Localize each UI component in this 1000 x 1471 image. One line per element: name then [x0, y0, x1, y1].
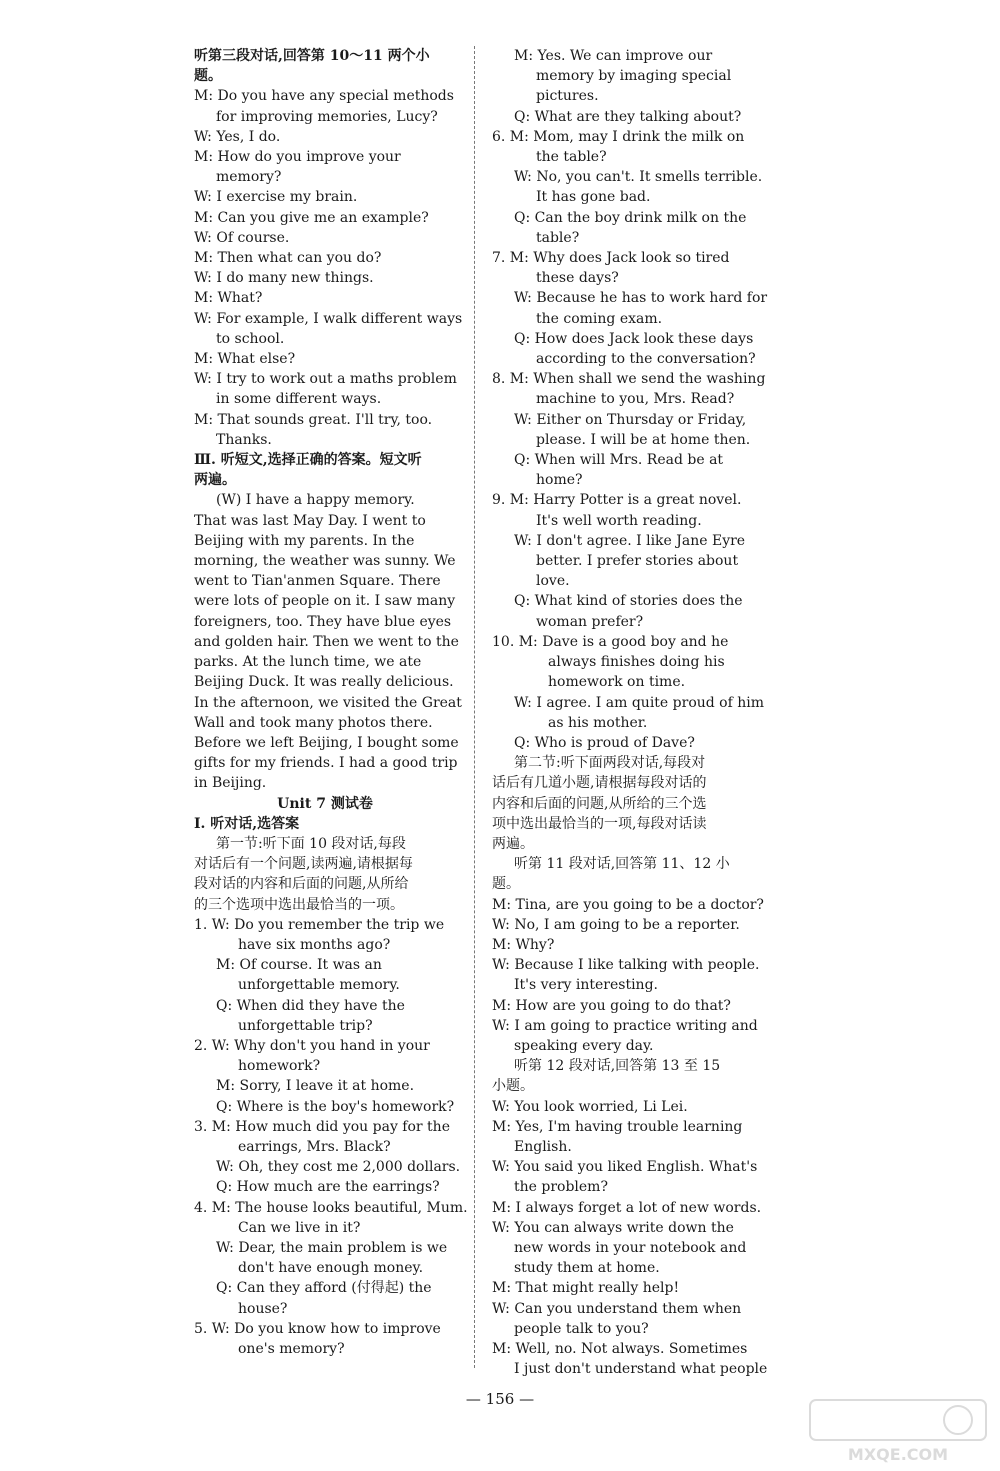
- text-line: one's memory?: [238, 1341, 345, 1357]
- text-line: according to the conversation?: [536, 351, 756, 368]
- text-line: memory by imaging special: [536, 68, 732, 85]
- text-line: gifts for my friends. I had a good trip: [194, 755, 458, 772]
- right-column: [492, 46, 768, 1379]
- text-line: earrings, Mrs. Black?: [238, 1138, 391, 1155]
- text-line: M: What else?: [194, 351, 296, 368]
- text-line: 两遍。: [194, 472, 236, 489]
- text-line: 9. M: Harry Potter is a great novel.: [492, 492, 742, 509]
- text-line: table?: [536, 229, 580, 246]
- text-line: new words in your notebook and: [514, 1239, 747, 1256]
- text-line: foreigners, too. They have blue eyes: [194, 613, 452, 630]
- text-line: in some different ways.: [216, 391, 382, 408]
- page-number: — 156 —: [465, 1390, 535, 1408]
- text-line: 3. M: How much did you pay for the: [194, 1118, 450, 1135]
- text-line: W: Of course.: [194, 229, 290, 246]
- text-line: parks. At the lunch time, we ate: [194, 654, 422, 671]
- text-line: I just don't understand what people: [514, 1361, 768, 1378]
- text-line: Ⅲ. 听短文,选择正确的答案。短文听: [194, 452, 422, 469]
- text-line: 听第 11 段对话,回答第 11、12 小: [514, 856, 730, 873]
- text-line: homework?: [238, 1058, 321, 1075]
- text-line: Q: What are they talking about?: [514, 108, 742, 125]
- text-line: these days?: [536, 270, 619, 287]
- text-line: went to Tian'anmen Square. There: [194, 573, 441, 590]
- text-line: W: I agree. I am quite proud of him: [514, 694, 765, 711]
- text-line: memory?: [216, 169, 282, 186]
- text-line: W: Because he has to work hard for: [514, 290, 768, 307]
- text-line: love.: [536, 573, 570, 590]
- text-line: Q: Can the boy drink milk on the: [514, 209, 747, 226]
- text-line: In the afternoon, we visited the Great: [194, 694, 462, 711]
- text-line: unforgettable trip?: [238, 1017, 373, 1034]
- text-line: 听第 12 段对话,回答第 13 至 15: [514, 1058, 721, 1075]
- text-line: people talk to you?: [514, 1320, 649, 1337]
- text-line: as his mother.: [548, 714, 648, 731]
- text-line: Q: When did they have the: [216, 997, 405, 1014]
- text-line: for improving memories, Lucy?: [216, 108, 438, 125]
- text-line: W: Either on Thursday or Friday,: [514, 411, 747, 428]
- text-line: Can we live in it?: [238, 1219, 361, 1236]
- text-line: 题。: [194, 68, 222, 85]
- text-line: W: You can always write down the: [492, 1219, 734, 1236]
- text-line: It has gone bad.: [536, 189, 651, 206]
- text-line: the table?: [536, 149, 607, 166]
- text-line: W: Oh, they cost me 2,000 dollars.: [216, 1159, 461, 1176]
- text-line: 第二节:听下面两段对话,每段对: [514, 755, 706, 772]
- text-line: W: I try to work out a maths problem: [194, 371, 457, 388]
- text-line: 两遍。: [492, 835, 534, 852]
- text-line: M: Yes. We can improve our: [514, 48, 713, 64]
- text-line: M: Do you have any special methods: [194, 88, 454, 105]
- text-line: M: I always forget a lot of new words.: [492, 1199, 762, 1216]
- text-line: 话后有几道小题,请根据每段对话的: [492, 775, 707, 792]
- text-line: and golden hair. Then we went to the: [194, 633, 459, 650]
- text-line: English.: [514, 1138, 572, 1155]
- text-line: 项中选出最恰当的一项,每段对话读: [492, 815, 707, 832]
- text-line: pictures.: [536, 88, 599, 105]
- text-line: It's well worth reading.: [536, 512, 702, 529]
- text-line: 8. M: When shall we send the washing: [492, 371, 766, 388]
- text-line: 对话后有一个问题,读两遍,请根据每: [194, 856, 413, 873]
- text-line: M: Why?: [492, 936, 555, 953]
- text-line: 段对话的内容和后面的问题,从所给: [194, 876, 409, 893]
- text-line: better. I prefer stories about: [536, 553, 739, 570]
- text-line: to school.: [216, 330, 285, 347]
- text-line: M: That might really help!: [492, 1280, 680, 1297]
- text-line: M: Tina, are you going to be a doctor?: [492, 896, 764, 913]
- text-line: W: You said you liked English. What's: [492, 1159, 758, 1176]
- text-line: W: I am going to practice writing and: [492, 1017, 758, 1034]
- text-line: W: Dear, the main problem is we: [216, 1239, 448, 1256]
- text-line: W: You look worried, Li Lei.: [492, 1098, 688, 1115]
- text-line: don't have enough money.: [238, 1260, 424, 1277]
- text-line: the coming exam.: [536, 310, 663, 327]
- text-line: Beijing Duck. It was really delicious.: [194, 674, 454, 691]
- text-line: 第一节:听下面 10 段对话,每段: [216, 835, 406, 852]
- text-line: unforgettable memory.: [238, 977, 400, 994]
- text-line: 4. M: The house looks beautiful, Mum.: [194, 1199, 468, 1216]
- text-line: 的三个选项中选出最恰当的一项。: [194, 896, 404, 913]
- text-line: M: Of course. It was an: [216, 957, 382, 974]
- text-line: speaking every day.: [514, 1037, 654, 1054]
- text-line: morning, the weather was sunny. We: [194, 553, 456, 570]
- watermark-text: MXQE.COM: [847, 1445, 949, 1464]
- text-line: 小题。: [492, 1078, 534, 1095]
- text-line: 6. M: Mom, may I drink the milk on: [492, 128, 745, 145]
- text-line: the problem?: [514, 1179, 608, 1196]
- text-line: M: That sounds great. I'll try, too.: [194, 411, 433, 428]
- text-line: (W) I have a happy memory.: [216, 492, 415, 509]
- text-line: 内容和后面的问题,从所给的三个选: [492, 795, 707, 812]
- text-line: M: Well, no. Not always. Sometimes: [492, 1341, 748, 1357]
- text-line: were lots of people on it. I saw many: [194, 593, 456, 610]
- text-line: M: How do you improve your: [194, 149, 401, 166]
- text-line: house?: [238, 1300, 288, 1317]
- text-line: homework on time.: [548, 674, 686, 691]
- text-line: machine to you, Mrs. Read?: [536, 391, 735, 408]
- text-line: Beijing with my parents. In the: [194, 532, 415, 549]
- text-line: W: I don't agree. I like Jane Eyre: [514, 532, 746, 549]
- text-line: have six months ago?: [238, 936, 391, 953]
- text-line: W: Can you understand them when: [492, 1300, 742, 1317]
- text-line: Q: Can they afford (付得起) the: [216, 1280, 432, 1297]
- text-line: woman prefer?: [536, 613, 644, 630]
- text-line: M: How are you going to do that?: [492, 997, 731, 1014]
- text-line: study them at home.: [514, 1260, 660, 1277]
- text-line: W: No, I am going to be a reporter.: [492, 916, 740, 933]
- text-line: W: I do many new things.: [194, 270, 374, 287]
- text-line: Q: What kind of stories does the: [514, 593, 743, 610]
- text-line: Before we left Beijing, I bought some: [194, 734, 459, 751]
- watermark-logo: [808, 1398, 988, 1466]
- text-line: W: Yes, I do.: [194, 128, 281, 145]
- text-line: W: No, you can't. It smells terrible.: [514, 169, 763, 186]
- text-line: M: Sorry, I leave it at home.: [216, 1078, 415, 1095]
- text-line: Unit 7 测试卷: [277, 795, 373, 812]
- text-line: 听第三段对话,回答第 10～11 两个小: [194, 48, 430, 64]
- text-line: Q: When will Mrs. Read be at: [514, 452, 724, 469]
- text-line: please. I will be at home then.: [536, 431, 751, 448]
- left-column: [194, 46, 468, 1359]
- text-line: 10. M: Dave is a good boy and he: [492, 633, 729, 650]
- text-line: It's very interesting.: [514, 977, 658, 994]
- text-line: 题。: [492, 876, 520, 893]
- text-line: Q: Who is proud of Dave?: [514, 734, 695, 751]
- text-line: 5. W: Do you know how to improve: [194, 1320, 441, 1337]
- text-line: Ⅰ. 听对话,选答案: [194, 815, 300, 832]
- text-line: W: Because I like talking with people.: [492, 957, 760, 974]
- text-line: Wall and took many photos there.: [194, 714, 433, 731]
- text-line: That was last May Day. I went to: [194, 512, 426, 529]
- text-line: M: Then what can you do?: [194, 250, 382, 267]
- text-line: Q: Where is the boy's homework?: [216, 1098, 455, 1115]
- text-line: 2. W: Why don't you hand in your: [194, 1037, 430, 1054]
- text-line: W: I exercise my brain.: [194, 189, 358, 206]
- text-line: M: Can you give me an example?: [194, 209, 429, 226]
- text-line: home?: [536, 472, 583, 489]
- text-line: 1. W: Do you remember the trip we: [194, 916, 445, 933]
- text-line: 7. M: Why does Jack look so tired: [492, 250, 730, 267]
- text-line: always finishes doing his: [548, 654, 725, 671]
- text-line: Q: How does Jack look these days: [514, 330, 754, 347]
- text-line: M: Yes, I'm having trouble learning: [492, 1118, 743, 1135]
- column-divider: [474, 46, 475, 1368]
- text-line: W: For example, I walk different ways: [194, 310, 463, 327]
- text-line: Q: How much are the earrings?: [216, 1179, 440, 1196]
- text-line: Thanks.: [216, 431, 272, 448]
- text-line: M: What?: [194, 290, 263, 307]
- text-line: in Beijing.: [194, 775, 267, 792]
